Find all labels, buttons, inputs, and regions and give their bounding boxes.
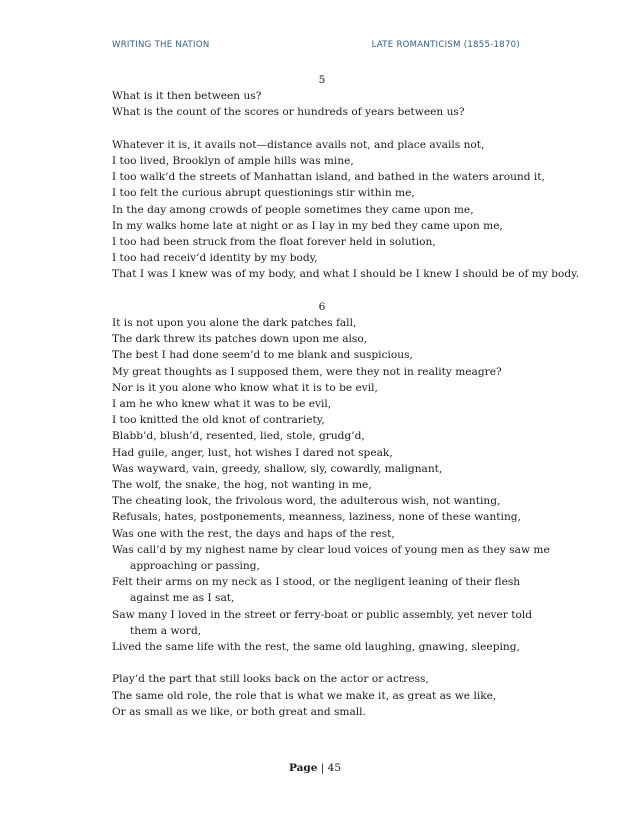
poem-line: them a word, xyxy=(130,624,202,637)
poem-line: The cheating look, the frivolous word, the adulterous wish, not wanting, xyxy=(112,495,501,508)
poem-line: The wolf, the snake, the hog, not wanting in me, xyxy=(112,479,372,492)
poem-line: What is the count of the scores or hundreds of years between us? xyxy=(112,106,465,119)
poem-line: My great thoughts as I supposed them, were they not in reality meagre? xyxy=(112,365,502,378)
poem-line: I too lived, Brooklyn of ample hills was mine, xyxy=(112,154,354,167)
poem-line: I too had been struck from the float forever held in solution, xyxy=(112,236,436,248)
poem-line: That I was I knew was of my body, and what I should be I knew I should be of my body. xyxy=(112,268,580,281)
section-gap xyxy=(112,283,532,299)
poem-line: The same old role, the role that is what we make it, as great as we like, xyxy=(112,689,497,702)
poem-line: against me as I sat, xyxy=(130,592,235,605)
poem-line: Play’d the part that still looks back on the actor or actress, xyxy=(112,673,429,686)
poem-line: Was call’d by my nighest name by clear loud voices of young men as they saw me xyxy=(112,543,550,556)
poem-line: I too walk’d the streets of Manhattan island, and bathed in the waters around it, xyxy=(112,171,545,184)
page-number: 45 xyxy=(327,762,342,774)
poem-line: Lived the same life with the rest, the same old laughing, gnawing, sleeping, xyxy=(112,641,520,654)
poem-line: Refusals, hates, postponements, meanness, laziness, none of these wanting, xyxy=(112,511,521,524)
poem-line: Whatever it is, it avails not—distance avails not, and place avails not, xyxy=(112,138,485,151)
stanza-gap xyxy=(112,121,532,137)
poem-line: I too had receiv’d identity by my body, xyxy=(112,252,318,265)
poem-line: Saw many I loved in the street or ferry-boat or public assembly, yet never told xyxy=(112,608,532,621)
poem-line: What is it then between us? xyxy=(112,90,262,103)
poem-line: In my walks home late at night or as I lay in my bed they came upon me, xyxy=(112,219,503,232)
poem-body xyxy=(112,72,580,720)
page-footer xyxy=(0,762,630,774)
poem-line: The dark threw its patches down upon me also, xyxy=(112,333,368,346)
poem-line: Was wayward, vain, greedy, shallow, sly, cowardly, malignant, xyxy=(112,462,443,475)
header-left: WRITING THE NATION xyxy=(112,40,210,50)
poem-line: I too knitted the old knot of contrariety, xyxy=(112,414,325,427)
poem-line: Or as small as we like, or both great and small. xyxy=(112,705,366,718)
poem-line: It is not upon you alone the dark patches fall, xyxy=(112,316,357,329)
poem-line: Had guile, anger, lust, hot wishes I dared not speak, xyxy=(112,446,393,459)
poem-line: In the day among crowds of people sometimes they came upon me, xyxy=(112,203,474,216)
poem-line: Was one with the rest, the days and haps of the rest, xyxy=(112,527,395,540)
poem-line: Nor is it you alone who know what it is to be evil, xyxy=(112,381,378,394)
poem-line: I too felt the curious abrupt questionings stir within me, xyxy=(112,187,415,200)
stanza-gap xyxy=(112,655,532,671)
section-number: 6 xyxy=(318,300,326,313)
section-number: 5 xyxy=(318,74,326,86)
poem-line: I am he who knew what it was to be evil, xyxy=(112,398,332,410)
header-right: LATE ROMANTICISM (1855-1870) xyxy=(371,40,520,50)
page-separator: | xyxy=(320,762,325,774)
poem-line: Blabb’d, blush’d, resented, lied, stole, grudg’d, xyxy=(112,430,365,443)
poem-line: Felt their arms on my neck as I stood, or the negligent leaning of their flesh xyxy=(112,576,521,589)
poem-line: The best I had done seem’d to me blank and suspicious, xyxy=(112,349,413,362)
running-header xyxy=(112,40,520,50)
poem-line: approaching or passing, xyxy=(130,560,260,573)
page-label: Page xyxy=(288,762,318,774)
